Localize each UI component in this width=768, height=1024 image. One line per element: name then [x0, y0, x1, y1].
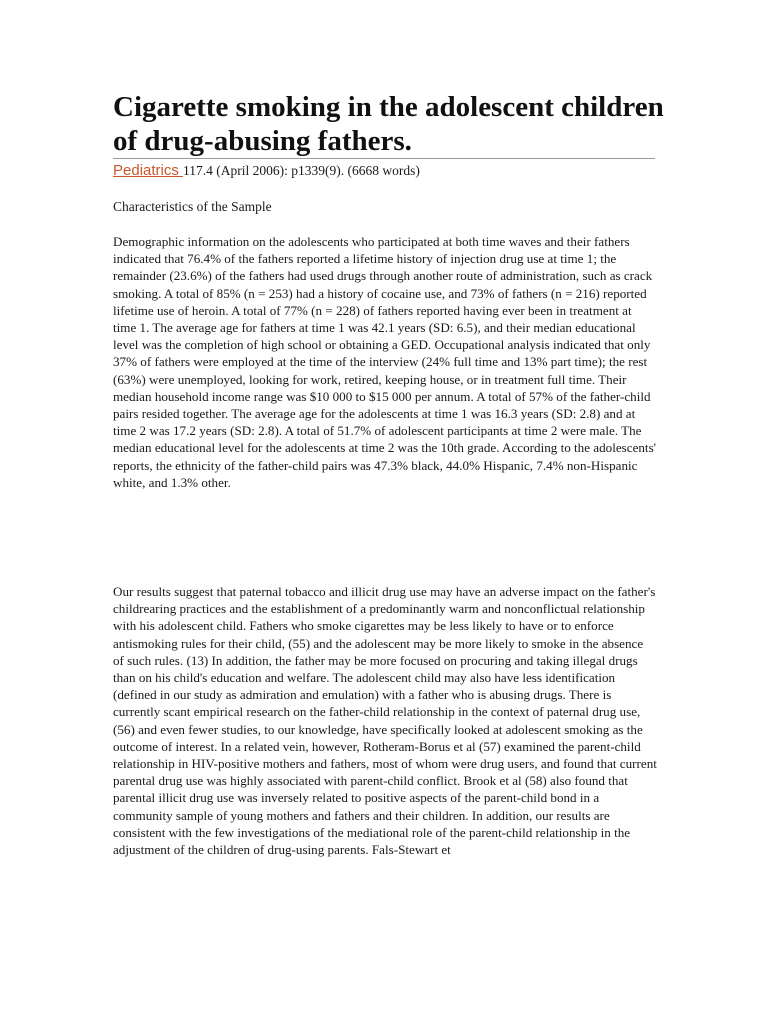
- title-divider: [113, 158, 655, 159]
- body-paragraph-2: Our results suggest that paternal tobacco and illicit drug use may have an adverse impact on the father's childrearing practices and the establishment of a predominantly warm and nonconflictual relationship with his adolescent child. Fathers who smoke cigarettes may be less likely to have or to enforce antismoking rules for their child, (55) and the adolescent may be more likely to smoke in the absence of such rules. (13) In addition, the father may be more focused on procuring and taking illegal drugs than on his child's education and welfare. The adolescent child may also have less identification (defined in our study as admiration and emulation) with a father who is abusing drugs. There is currently scant empirical research on the father-child relationship in the context of paternal drug use, (56) and even fewer studies, to our knowledge, have specifically looked at adolescent smoking as the outcome of interest. In a related vein, however, Rotheram-Borus et al (57) examined the parent-child relationship in HIV-positive mothers and fathers, most of whom were drug users, and found that current parental drug use was highly associated with parent-child conflict. Brook et al (58) also found that parental illicit drug use was inversely related to positive aspects of the parent-child bond in a community sample of young mothers and fathers and their children. In addition, our results are consistent with the few investigations of the mediational role of the parent-child relationship in the adjustment of the children of drug-using parents. Fals-Stewart et: [113, 584, 657, 858]
- body-paragraph-1: Demographic information on the adolescents who participated at both time waves and their fathers indicated that 76.4% of the fathers reported a lifetime history of injection drug use at time 1; the remainder (23.6%) of the fathers had used drugs through another route of administration, such as crack smoking. A total of 85% (n = 253) had a history of cocaine use, and 73% of fathers (n = 216) reported lifetime use of heroin. A total of 77% (n = 228) of fathers reported having ever been in treatment at time 1. The average age for fathers at time 1 was 42.1 years (SD: 6.5), and their median educational level was the completion of high school or obtaining a GED. Occupational analysis indicated that only 37% of fathers were employed at the time of the interview (24% full time and 13% part time); the rest (63%) were unemployed, looking for work, retired, keeping house, or in treatment full time. Their median household income range was $10 000 to $15 000 per annum. A total of 57% of the father-child pairs resided together. The average age for the adolescents at time 1 was 16.3 years (SD: 2.8) and at time 2 was 17.2 years (SD: 2.8). A total of 51.7% of adolescent participants at time 2 were male. The median educational level for the adolescents at time 2 was the 10th grade. According to the adolescents' reports, the ethnicity of the father-child pairs was 47.3% black, 44.0% Hispanic, 7.4% non-Hispanic white, and 1.3% other.: [113, 234, 657, 490]
- citation-details: 117.4 (April 2006): p1339(9). (6668 words): [183, 163, 420, 178]
- journal-link[interactable]: Pediatrics: [113, 162, 184, 179]
- section-heading: Characteristics of the Sample: [113, 199, 272, 214]
- citation-line: [113, 161, 420, 181]
- article-title: Cigarette smoking in the adolescent children of drug-abusing fathers.: [113, 91, 664, 157]
